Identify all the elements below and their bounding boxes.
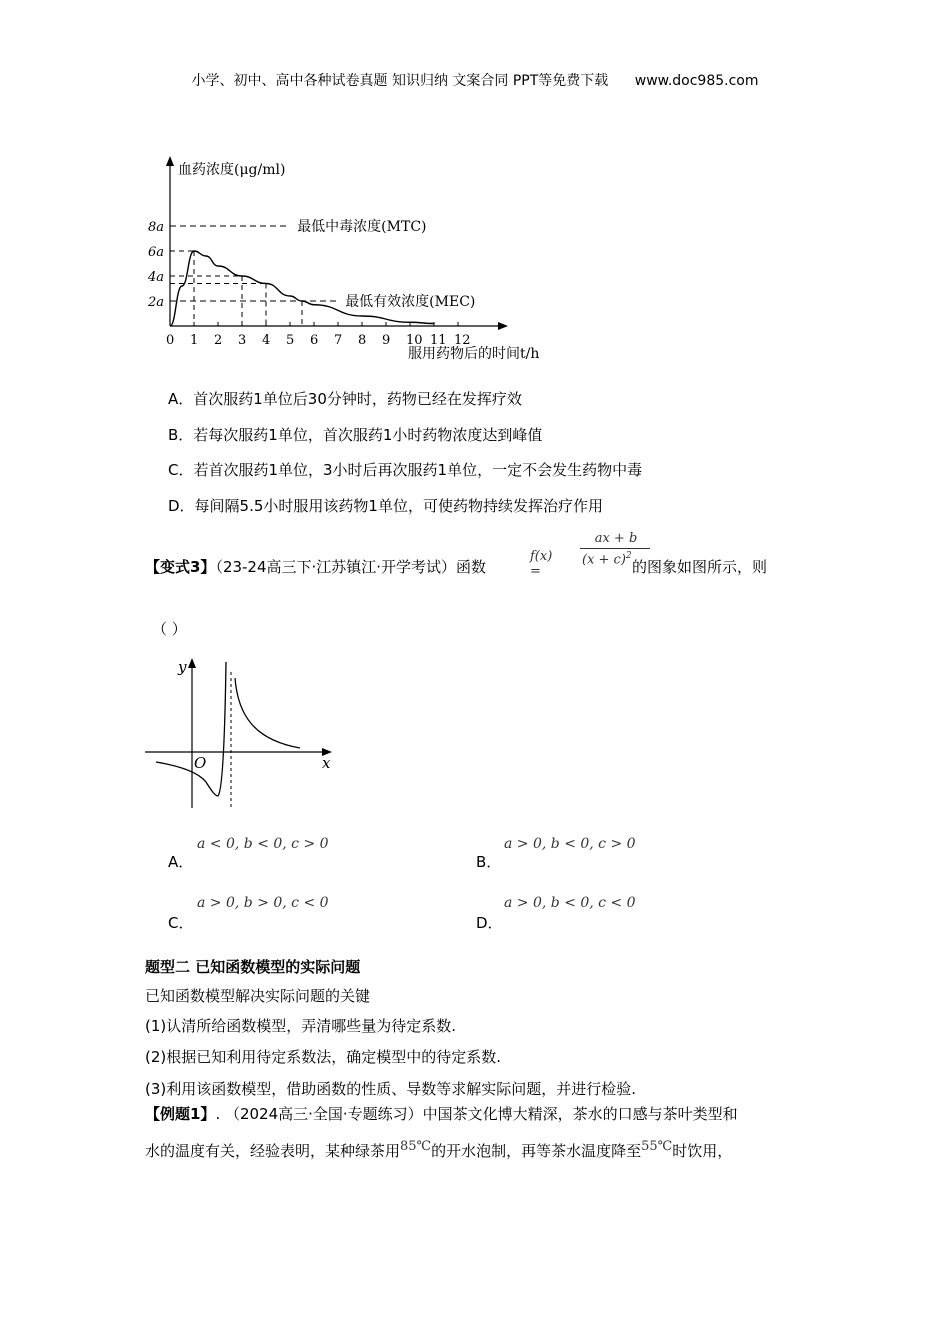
x-tick-label: 9 <box>382 333 391 348</box>
x-tick-label: 5 <box>286 333 295 348</box>
page-header <box>0 70 950 90</box>
formula-numerator: ax + b <box>594 531 638 546</box>
right-branch-curve <box>235 678 300 748</box>
option-2-d-math: a > 0, b < 0, c < 0 <box>504 895 636 911</box>
x-axis-label: x <box>322 754 331 772</box>
variant3-source: （23-24高三下·江苏镇江·开学考试）函数 <box>215 558 487 576</box>
example1-line2-a: 水的温度有关，经验表明，某种绿茶用 <box>145 1142 401 1160</box>
y-axis-label: y <box>178 658 187 676</box>
y-tick-label: 6a <box>148 245 165 260</box>
option-1-d: D．每间隔5.5小时服用该药物1单位，可使药物持续发挥治疗作用 <box>168 497 603 515</box>
x-tick-label: 10 <box>406 333 423 348</box>
y-tick-label: 2a <box>148 295 165 310</box>
example1-text: . （2024高三·全国·专题练习）中国茶文化博大精深，茶水的口感与茶叶类型和 <box>215 1105 738 1123</box>
answer-blank: （ ） <box>152 620 187 638</box>
y-tick-label: 8a <box>148 220 165 235</box>
function-graph <box>140 650 350 815</box>
origin-label: O <box>194 754 207 772</box>
example1-line1 <box>145 1103 738 1124</box>
example1-line2-b: 的开水泡制，再等茶水温度降至 <box>431 1142 642 1160</box>
option-2-c-math: a > 0, b > 0, c < 0 <box>197 895 329 911</box>
x-tick-label: 2 <box>214 333 223 348</box>
drug-concentration-chart <box>140 150 540 365</box>
formula-exponent: 2 <box>625 551 632 561</box>
formula-bar <box>580 548 650 549</box>
y-axis-arrow <box>188 658 196 668</box>
formula-denominator: (x + c) <box>582 552 626 568</box>
option-2-b-letter: B． <box>476 853 502 871</box>
variant3-label: 【变式3】 <box>145 558 216 576</box>
variant3-tail: 的图象如图所示，则 <box>632 558 768 576</box>
x-tick-label: 3 <box>238 333 247 348</box>
left-branch-curve <box>156 662 226 796</box>
temp-55: 55℃ <box>641 1139 673 1154</box>
section2-item-1: (1)认清所给函数模型，弄清哪些量为待定系数. <box>145 1017 457 1035</box>
variant3-intro <box>145 556 486 577</box>
x-tick-label: 11 <box>430 333 447 348</box>
y-axis-title: 血药浓度(μg/ml) <box>178 162 286 178</box>
section2-item-3: (3)利用该函数模型，借助函数的性质、导数等求解实际问题，并进行检验. <box>145 1080 637 1098</box>
mec-label: 最低有效浓度(MEC) <box>345 294 476 310</box>
x-tick-label: 7 <box>334 333 343 348</box>
example1-label: 【例题1】 <box>145 1105 216 1123</box>
x-tick-label: 0 <box>166 333 175 348</box>
x-tick-label: 4 <box>262 333 271 348</box>
y-tick-label: 4a <box>148 270 165 285</box>
option-1-a: A．首次服药1单位后30分钟时，药物已经在发挥疗效 <box>168 390 522 408</box>
section2-title: 题型二 已知函数模型的实际问题 <box>145 958 361 976</box>
section2-intro: 已知函数模型解决实际问题的关键 <box>145 987 371 1005</box>
option-1-c: C．若首次服药1单位，3小时后再次服药1单位，一定不会发生药物中毒 <box>168 461 643 479</box>
x-tick-label: 6 <box>310 333 319 348</box>
option-1-b: B．若每次服药1单位，首次服药1小时药物浓度达到峰值 <box>168 426 543 444</box>
temp-85: 85℃ <box>400 1139 432 1154</box>
option-2-b-math: a > 0, b < 0, c > 0 <box>504 836 636 852</box>
x-axis-arrow <box>498 322 508 330</box>
formula-lhs: f(x) = <box>530 549 553 579</box>
example1-line2-c: 时饮用， <box>672 1142 733 1160</box>
header-url[interactable]: www.doc985.com <box>634 73 759 89</box>
y-axis-arrow <box>166 156 174 166</box>
x-axis-title: 服用药物后的时间t/h <box>408 346 540 362</box>
section2-item-2: (2)根据已知利用待定系数法，确定模型中的待定系数. <box>145 1048 502 1066</box>
x-tick-label: 12 <box>454 333 471 348</box>
example1-line2 <box>145 1140 732 1161</box>
header-text: 小学、初中、高中各种试卷真题 知识归纳 文案合同 PPT等免费下载 <box>191 73 609 89</box>
x-tick-label: 8 <box>358 333 367 348</box>
option-2-d-letter: D． <box>476 914 503 932</box>
mtc-label: 最低中毒浓度(MTC) <box>297 219 427 235</box>
option-2-a-math: a < 0, b < 0, c > 0 <box>197 836 329 852</box>
option-2-c-letter: C． <box>168 914 194 932</box>
option-2-a-letter: A． <box>168 853 194 871</box>
x-tick-label: 1 <box>190 333 199 348</box>
